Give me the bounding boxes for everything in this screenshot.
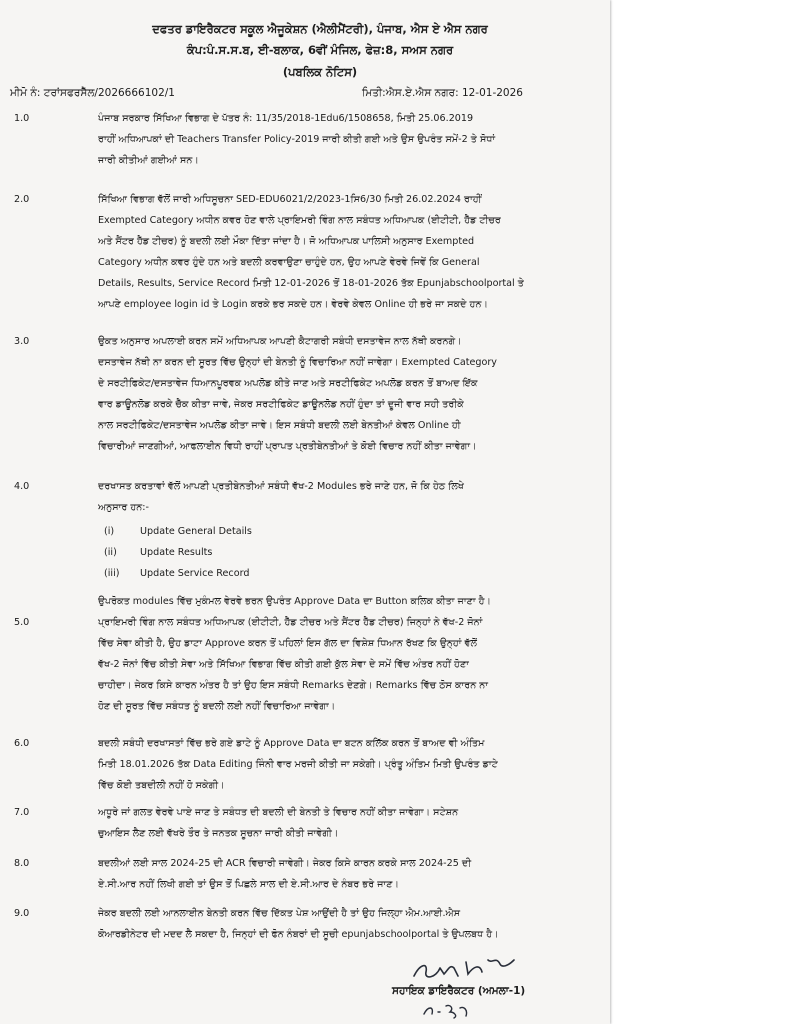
paragraph-line: ਅਧੂਰੇ ਜਾਂ ਗਲਤ ਵੇਰਵੇ ਪਾਏ ਜਾਣ ਤੇ ਸਬੰਧਤ ਦੀ ਬਦਲੀ ਦੀ ਬੇਨਤੀ ਤੇ ਵਿਚਾਰ ਨਹੀਂ ਕੀਤਾ ਜਾਵੇਗਾ। ਸਟੇਸ਼ਨ — [98, 807, 459, 818]
paragraph-line: ਜਾਰੀ ਕੀਤੀਆਂ ਗਈਆਂ ਸਨ। — [98, 155, 199, 166]
paragraph-line: ਕੋਆਰਡੀਨੇਟਰ ਦੀ ਮਦਦ ਲੈ ਸਕਦਾ ਹੈ, ਜਿਨ੍ਹਾਂ ਦੀ ਫੋਨ ਨੰਬਰਾਂ ਦੀ ਸੂਚੀ epunjabschoolportal ਤੇ ਉਪਲਬਧ ਹੈ। — [98, 929, 499, 940]
paragraph-line: ਚੁਆਇਸ ਲੈਣ ਲਈ ਵੱਖਰੇ ਤੌਰ ਤੇ ਜਨਤਕ ਸੂਚਨਾ ਜਾਰੀ ਕੀਤੀ ਜਾਵੇਗੀ। — [98, 828, 339, 839]
paragraph-7 — [14, 802, 604, 844]
list-item-text: Update Results — [140, 547, 213, 558]
handwritten-initials — [420, 1000, 480, 1024]
paragraph-line: Exempted Category ਅਧੀਨ ਕਵਰ ਹੋਣ ਵਾਲੇ ਪ੍ਰਾਇਮਰੀ ਵਿੰਗ ਨਾਲ ਸਬੰਧਤ ਅਧਿਆਪਕ (ਈਟੀਟੀ, ਹੈੱਡ ਟੀਚਰ — [98, 215, 501, 226]
paragraph-3 — [14, 331, 604, 457]
paragraph-line: ਅਨੁਸਾਰ ਹਨ:- — [98, 502, 149, 513]
paragraph-line: ਵੱਖ-2 ਜੋਨਾਂ ਵਿੱਚ ਕੀਤੀ ਸੇਵਾ ਅਤੇ ਸਿੱਖਿਆ ਵਿਭਾਗ ਵਿੱਚ ਕੀਤੀ ਗਈ ਕੁੱਲ ਸੇਵਾ ਦੇ ਸਮੇਂ ਵਿੱਚ ਅੰਤਰ ਨਹੀਂ ਹੋਣਾ — [98, 659, 469, 670]
paragraph-line: ਉਪਰੋਕਤ modules ਵਿੱਚ ਮੁਕੰਮਲ ਵੇਰਵੇ ਭਰਨ ਉਪਰੰਤ Approve Data ਦਾ Button ਕਲਿਕ ਕੀਤਾ ਜਾਣਾ ਹੈ। — [98, 596, 492, 607]
list-item-text: Update Service Record — [140, 568, 250, 579]
signature-scribble — [410, 950, 520, 984]
paragraph-line: ਵਿੱਚ ਸੇਵਾ ਕੀਤੀ ਹੈ, ਉਹ ਡਾਟਾ Approve ਕਰਨ ਤੋਂ ਪਹਿਲਾਂ ਇਸ ਗੱਲ ਦਾ ਵਿਸ਼ੇਸ਼ ਧਿਆਨ ਰੱਖਣ ਕਿ ਉਨ੍ਹਾਂ ਵੱਲੋਂ — [98, 638, 477, 649]
paragraph-line: Category ਅਧੀਨ ਕਵਰ ਹੁੰਦੇ ਹਨ ਅਤੇ ਬਦਲੀ ਕਰਵਾਉਣਾ ਚਾਹੁੰਦੇ ਹਨ, ਉਹ ਆਪਣੇ ਵੇਰਵੇ ਜਿਵੇਂ ਕਿ General — [98, 257, 480, 268]
paragraph-line: ਦਸਤਾਵੇਜ ਨੱਥੀ ਨਾ ਕਰਨ ਦੀ ਸੂਰਤ ਵਿੱਚ ਉਨ੍ਹਾਂ ਦੀ ਬੇਨਤੀ ਨੂੰ ਵਿਚਾਰਿਆ ਨਹੀਂ ਜਾਵੇਗਾ। Exempted Category — [98, 357, 497, 368]
paragraph-number: 1.0 — [14, 113, 30, 124]
memo-date: ਮਿਤੀ:ਐਸ.ਏ.ਐਸ ਨਗਰ: 12-01-2026 — [362, 87, 523, 99]
office-header-line1: ਦਫਤਰ ਡਾਇਰੈਕਟਰ ਸਕੂਲ ਐਜੂਕੇਸ਼ਨ (ਐਲੀਮੈਂਟਰੀ), ਪੰਜਾਬ, ਐਸ ਏ ਐਸ ਨਗਰ — [152, 22, 488, 36]
paragraph-number: 5.0 — [14, 617, 30, 628]
paragraph-line: ਬਦਲੀ ਸਬੰਧੀ ਦਰਖਾਸਤਾਂ ਵਿੱਚ ਭਰੇ ਗਏ ਡਾਟੇ ਨੂੰ Approve Data ਦਾ ਬਟਨ ਕਲਿੱਕ ਕਰਨ ਤੋਂ ਬਾਅਦ ਵੀ ਅੰਤਿਮ — [98, 738, 485, 749]
paragraph-line: ਬਦਲੀਆਂ ਲਈ ਸਾਲ 2024-25 ਦੀ ACR ਵਿਚਾਰੀ ਜਾਵੇਗੀ। ਜੇਕਰ ਕਿਸੇ ਕਾਰਨ ਕਰਕੇ ਸਾਲ 2024-25 ਦੀ — [98, 858, 472, 869]
paragraph-4 — [14, 476, 604, 518]
paragraph-line: ਰਾਹੀਂ ਅਧਿਆਪਕਾਂ ਦੀ Teachers Transfer Policy-2019 ਜਾਰੀ ਕੀਤੀ ਗਈ ਅਤੇ ਉਸ ਉਪਰੰਤ ਸਮੇਂ-2 ਤੇ ਸੋਧਾਂ — [98, 134, 496, 145]
paragraph-line: ਏ.ਸੀ.ਆਰ ਨਹੀਂ ਲਿਖੀ ਗਈ ਤਾਂ ਉਸ ਤੋਂ ਪਿਛਲੇ ਸਾਲ ਦੀ ਏ.ਸੀ.ਆਰ ਦੇ ਨੰਬਰ ਭਰੇ ਜਾਣ। — [98, 879, 399, 890]
paragraph-line: ਦੇ ਸਰਟੀਫਿਕੇਟ/ਦਸਤਾਵੇਜ ਧਿਆਨਪੂਰਵਕ ਅਪਲੋਡ ਕੀਤੇ ਜਾਣ ਅਤੇ ਸਰਟੀਫਿਕੇਟ ਅਪਲੋਡ ਕਰਨ ਤੋਂ ਬਾਅਦ ਇੱਕ — [98, 378, 478, 389]
initials-scribble — [420, 1000, 480, 1020]
office-header-line2: ਕੰਪ:ਪੰ.ਸ.ਸ.ਬ, ਈ-ਬਲਾਕ, 6ਵੀਂ ਮੰਜਿਲ, ਫੇਜ਼:8, ਸਅਸ ਨਗਰ — [186, 43, 454, 57]
paragraph-number: 6.0 — [14, 738, 30, 749]
paragraph-line: ਜੇਕਰ ਬਦਲੀ ਲਈ ਆਨਲਾਈਨ ਬੇਨਤੀ ਕਰਨ ਵਿੱਚ ਦਿੱਕਤ ਪੇਸ਼ ਆਉਂਦੀ ਹੈ ਤਾਂ ਉਹ ਜਿਲ੍ਹਾ ਐਮ.ਆਈ.ਐਸ — [98, 908, 461, 919]
memo-line — [10, 87, 600, 100]
paragraph-line: ਆਪਣੇ employee login id ਤੇ Login ਕਰਕੇ ਭਰ ਸਕਦੇ ਹਨ। ਵੇਰਵੇ ਕੇਵਲ Online ਹੀ ਭਰੇ ਜਾ ਸਕਦੇ ਹਨ। — [98, 299, 488, 310]
paragraph-9 — [14, 903, 604, 945]
paragraph-8 — [14, 853, 604, 895]
paragraph-1 — [14, 108, 604, 171]
paragraph-number: 2.0 — [14, 194, 30, 205]
paragraph-line: ਵਿਚਾਰੀਆਂ ਜਾਣਗੀਆਂ, ਆਫਲਾਈਨ ਵਿਧੀ ਰਾਹੀਂ ਪ੍ਰਾਪਤ ਪ੍ਰਤੀਬੇਨਤੀਆਂ ਤੇ ਕੋਈ ਵਿਚਾਰ ਨਹੀਂ ਕੀਤਾ ਜਾਵੇਗਾ। — [98, 441, 477, 452]
list-item-number: (ii) — [104, 547, 117, 558]
public-notice-heading: (ਪਬਲਿਕ ਨੋਟਿਸ) — [282, 65, 358, 79]
paragraph-line: ਪ੍ਰਾਇਮਰੀ ਵਿੰਗ ਨਾਲ ਸਬੰਧਤ ਅਧਿਆਪਕ (ਈਟੀਟੀ, ਹੈੱਡ ਟੀਚਰ ਅਤੇ ਸੈਂਟਰ ਹੈੱਡ ਟੀਚਰ) ਜਿਨ੍ਹਾਂ ਨੇ ਵੱਖ-2 ਜੋਨਾਂ — [98, 617, 483, 628]
paragraph-line: ਵਿੱਚ ਕੋਈ ਤਬਦੀਲੀ ਨਹੀਂ ਹੋ ਸਕੇਗੀ। — [98, 780, 225, 791]
paragraph-number: 4.0 — [14, 481, 30, 492]
paragraph-line: ਸਿੱਖਿਆ ਵਿਭਾਗ ਵੱਲੋਂ ਜਾਰੀ ਅਧਿਸੂਚਨਾ SED-EDU6021/2/2023-1ਸਿ6/30 ਮਿਤੀ 26.02.2024 ਰਾਹੀਂ — [98, 194, 482, 205]
list-item-number: (iii) — [104, 568, 120, 579]
paragraph-line: ਮਿਤੀ 18.01.2026 ਤੱਕ Data Editing ਜਿੰਨੀ ਵਾਰ ਮਰਜੀ ਕੀਤੀ ਜਾ ਸਕੇਗੀ। ਪ੍ਰੰਤੂ ਅੰਤਿਮ ਮਿਤੀ ਉਪਰੰਤ ਡਾਟੇ — [98, 759, 498, 770]
paragraph-line: ਦਰਖਾਸਤ ਕਰਤਾਵਾਂ ਵੱਲੋਂ ਆਪਣੀ ਪ੍ਰਤੀਬੇਨਤੀਆਂ ਸਬੰਧੀ ਵੱਖ-2 Modules ਭਰੇ ਜਾਣੇ ਹਨ, ਜੋ ਕਿ ਹੇਠ ਲਿਖੇ — [98, 481, 464, 492]
list-item-number: (i) — [104, 526, 115, 537]
paragraph-number: 8.0 — [14, 858, 30, 869]
paragraph-6 — [14, 733, 604, 796]
paragraph-number: 9.0 — [14, 908, 30, 919]
list-item-text: Update General Details — [140, 526, 252, 537]
paragraph-line: ਪੰਜਾਬ ਸਰਕਾਰ ਸਿੱਖਿਆ ਵਿਭਾਗ ਦੇ ਪੱਤਰ ਨੰ: 11/35/2018-1Edu6/1508658, ਮਿਤੀ 25.06.2019 — [98, 113, 474, 124]
paragraph-2 — [14, 189, 604, 315]
paragraph-line: ਵਾਰ ਡਾਊਨਲੋਡ ਕਰਕੇ ਚੈੱਕ ਕੀਤਾ ਜਾਵੇ, ਜੇਕਰ ਸਰਟੀਫਿਕੇਟ ਡਾਊਨਲੋਡ ਨਹੀਂ ਹੁੰਦਾ ਤਾਂ ਦੂਜੀ ਵਾਰ ਸਹੀ ਤਰੀਕੇ — [98, 399, 464, 410]
paragraph-5 — [14, 612, 604, 717]
memo-number: ਮੀਮੋ ਨੰ: ਟਰਾਂਸਫਰਸੈੱਲ/2026666102/1 — [10, 87, 175, 99]
paragraph-4-after — [14, 591, 604, 612]
paragraph-line: Details, Results, Service Record ਮਿਤੀ 12-01-2026 ਤੋਂ 18-01-2026 ਤੱਕ Epunjabschoolportal ਤੇ — [98, 278, 524, 289]
paragraph-number: 7.0 — [14, 807, 30, 818]
handwritten-signature — [410, 950, 520, 984]
paragraph-number: 3.0 — [14, 336, 30, 347]
paragraph-line: ਅਤੇ ਸੈਂਟਰ ਹੈੱਡ ਟੀਚਰ) ਨੂੰ ਬਦਲੀ ਲਈ ਮੌਕਾ ਦਿੱਤਾ ਜਾਂਦਾ ਹੈ। ਜੋ ਅਧਿਆਪਕ ਪਾਲਿਸੀ ਅਨੁਸਾਰ Exempted — [98, 236, 475, 247]
paragraph-line: ਨਾਲ ਸਰਟੀਫਿਕੇਟ/ਦਸਤਾਵੇਜ ਅਪਲੋਡ ਕੀਤਾ ਜਾਵੇ। ਇਸ ਸਬੰਧੀ ਬਦਲੀ ਲਈ ਬੇਨਤੀਆਂ ਕੇਵਲ Online ਹੀ — [98, 420, 461, 431]
paragraph-line: ਹੋਣ ਦੀ ਸੂਰਤ ਵਿੱਚ ਸਬੰਧਤ ਨੂੰ ਬਦਲੀ ਲਈ ਨਹੀਂ ਵਿਚਾਰਿਆ ਜਾਵੇਗਾ। — [98, 701, 336, 712]
signatory-designation: ਸਹਾਇਕ ਡਾਇਰੈਕਟਰ (ਅਮਲਾ-1) — [392, 985, 526, 997]
paragraph-line: ਚਾਹੀਦਾ। ਜੇਕਰ ਕਿਸੇ ਕਾਰਨ ਅੰਤਰ ਹੈ ਤਾਂ ਉਹ ਇਸ ਸਬੰਧੀ Remarks ਦੇਣਗੇ। Remarks ਵਿੱਚ ਠੋਸ ਕਾਰਨ ਨਾ — [98, 680, 488, 691]
paragraph-line: ਉਕਤ ਅਨੁਸਾਰ ਅਪਲਾਈ ਕਰਨ ਸਮੇਂ ਅਧਿਆਪਕ ਆਪਣੀ ਕੈਟਾਗਰੀ ਸਬੰਧੀ ਦਸਤਾਵੇਜ ਨਾਲ ਨੱਥੀ ਕਰਨਗੇ। — [98, 336, 462, 347]
